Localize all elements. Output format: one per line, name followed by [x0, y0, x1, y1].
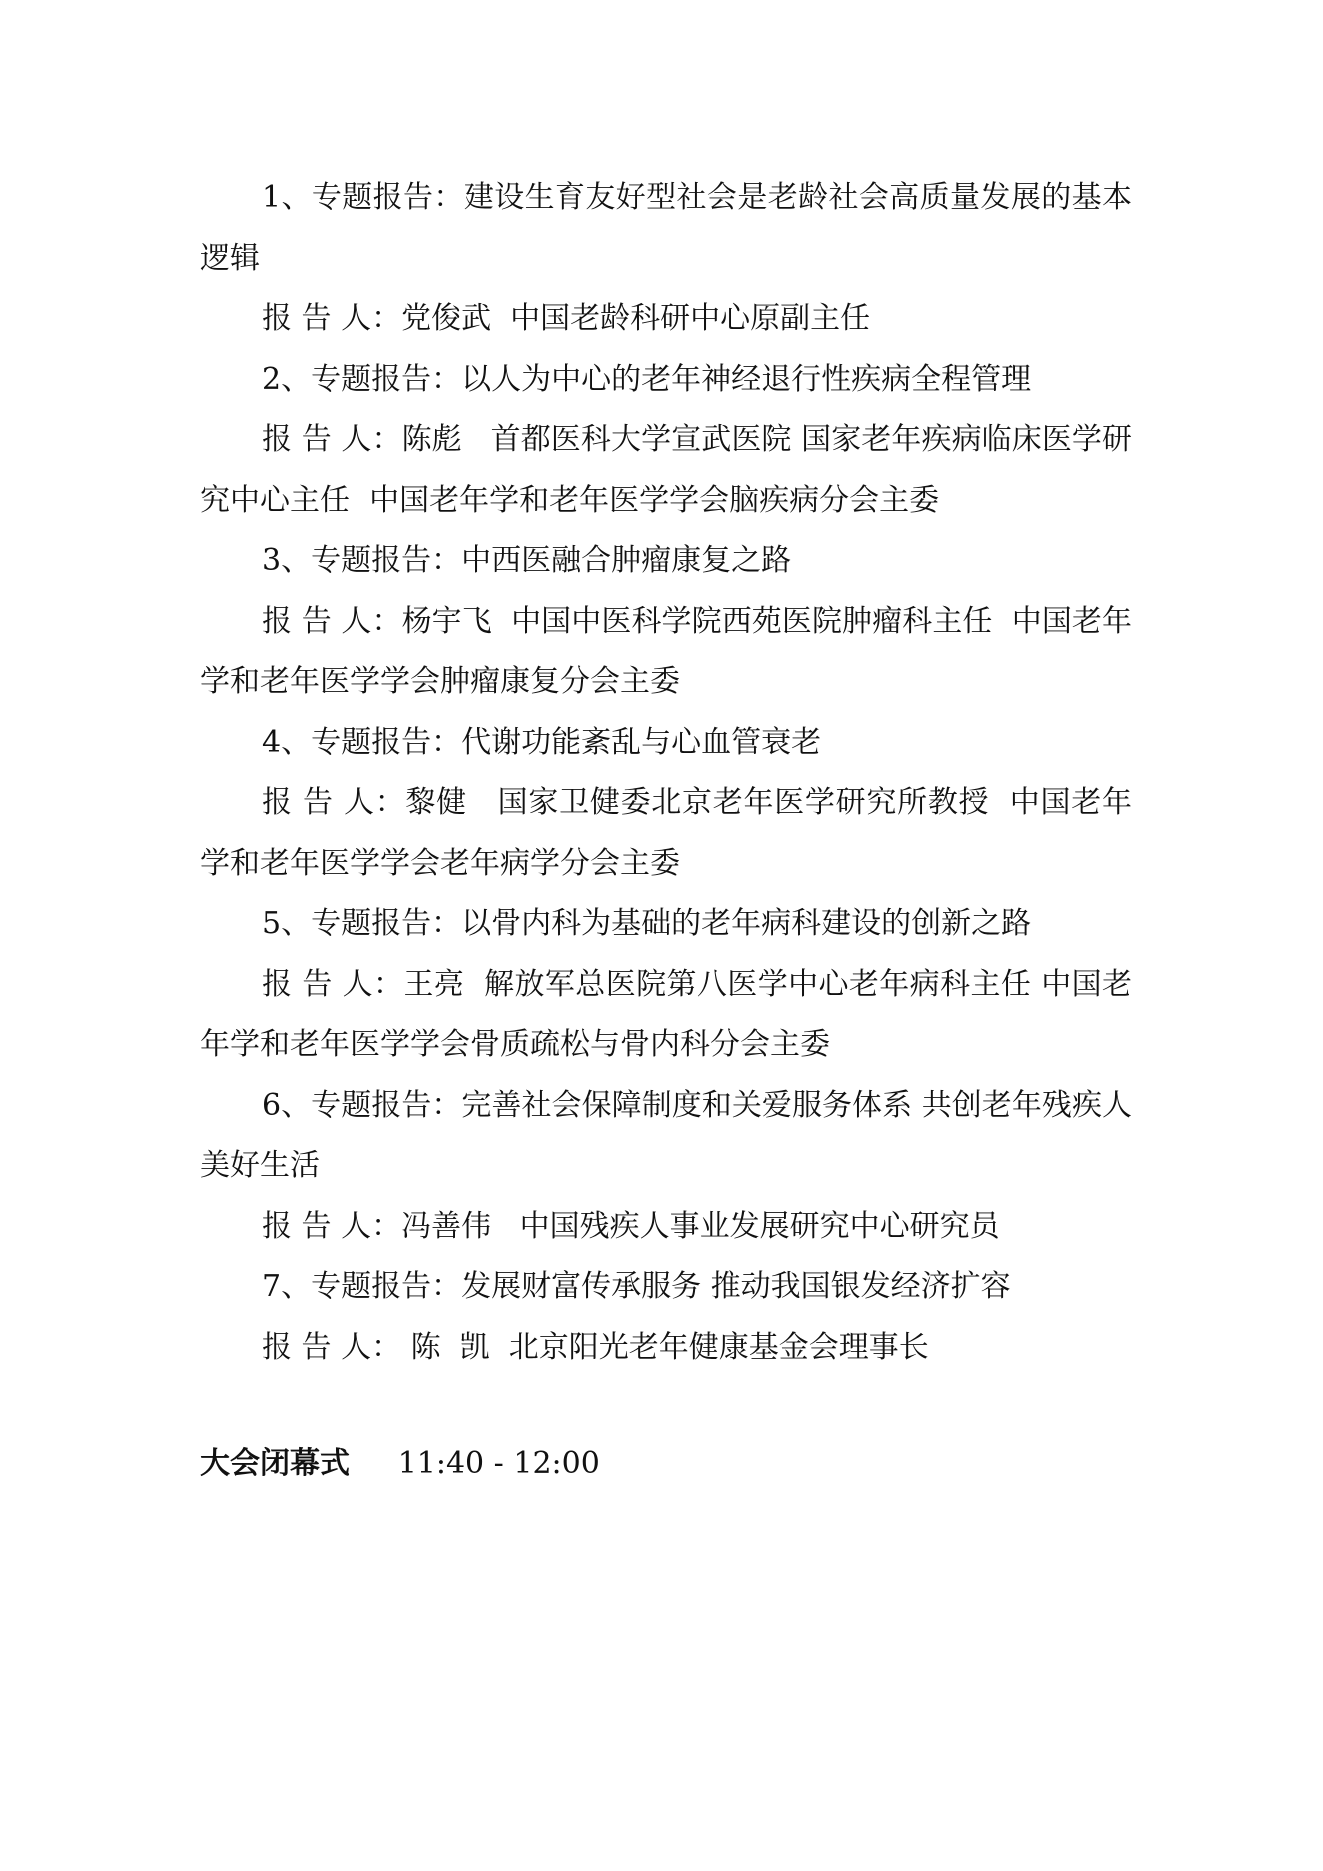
talk-5-title: 5、专题报告：以骨内科为基础的老年病科建设的创新之路 [262, 906, 1032, 941]
talk-list [200, 168, 1132, 1378]
talk-6-title: 6、专题报告：完善社会保障制度和关爱服务体系 共创老年残疾人美好生活 [200, 1087, 1132, 1183]
talk-1-title: 1、专题报告：建设生育友好型社会是老龄社会高质量发展的基本逻辑 [200, 180, 1132, 276]
talk-6-speaker: 报 告 人：冯善伟 中国残疾人事业发展研究中心研究员 [262, 1208, 1000, 1244]
closing-time: 11:40 - 12:00 [397, 1446, 600, 1481]
talk-4-title: 4、专题报告：代谢功能紊乱与心血管衰老 [262, 724, 822, 760]
talk-4-speaker: 报 告 人：黎健 国家卫健委北京老年医学研究所教授 中国老年学和老年医学学会老年病学分会主委 [200, 785, 1132, 881]
talk-7-speaker: 报 告 人： 陈 凯 北京阳光老年健康基金会理事长 [262, 1329, 929, 1365]
closing-title: 大会闭幕式 [200, 1446, 350, 1481]
talk-3-title: 3、专题报告：中西医融合肿瘤康复之路 [262, 543, 792, 578]
talk-2-speaker: 报 告 人：陈彪 首都医科大学宣武医院 国家老年疾病临床医学研究中心主任 中国老年学和老年医学学会脑疾病分会主委 [200, 422, 1132, 518]
talk-5-speaker: 报 告 人：王亮 解放军总医院第八医学中心老年病科主任 中国老年学和老年医学学会骨质疏松与骨内科分会主委 [200, 966, 1132, 1062]
talk-1-speaker: 报 告 人：党俊武 中国老龄科研中心原副主任 [262, 301, 871, 336]
talk-3-speaker: 报 告 人：杨宇飞 中国中医科学院西苑医院肿瘤科主任 中国老年学和老年医学学会肿瘤康复分会主委 [200, 603, 1132, 699]
talk-2-title: 2、专题报告：以人为中心的老年神经退行性疾病全程管理 [262, 361, 1032, 397]
talk-7-title: 7、专题报告：发展财富传承服务 推动我国银发经济扩容 [262, 1269, 1011, 1304]
closing-ceremony [200, 1434, 600, 1494]
